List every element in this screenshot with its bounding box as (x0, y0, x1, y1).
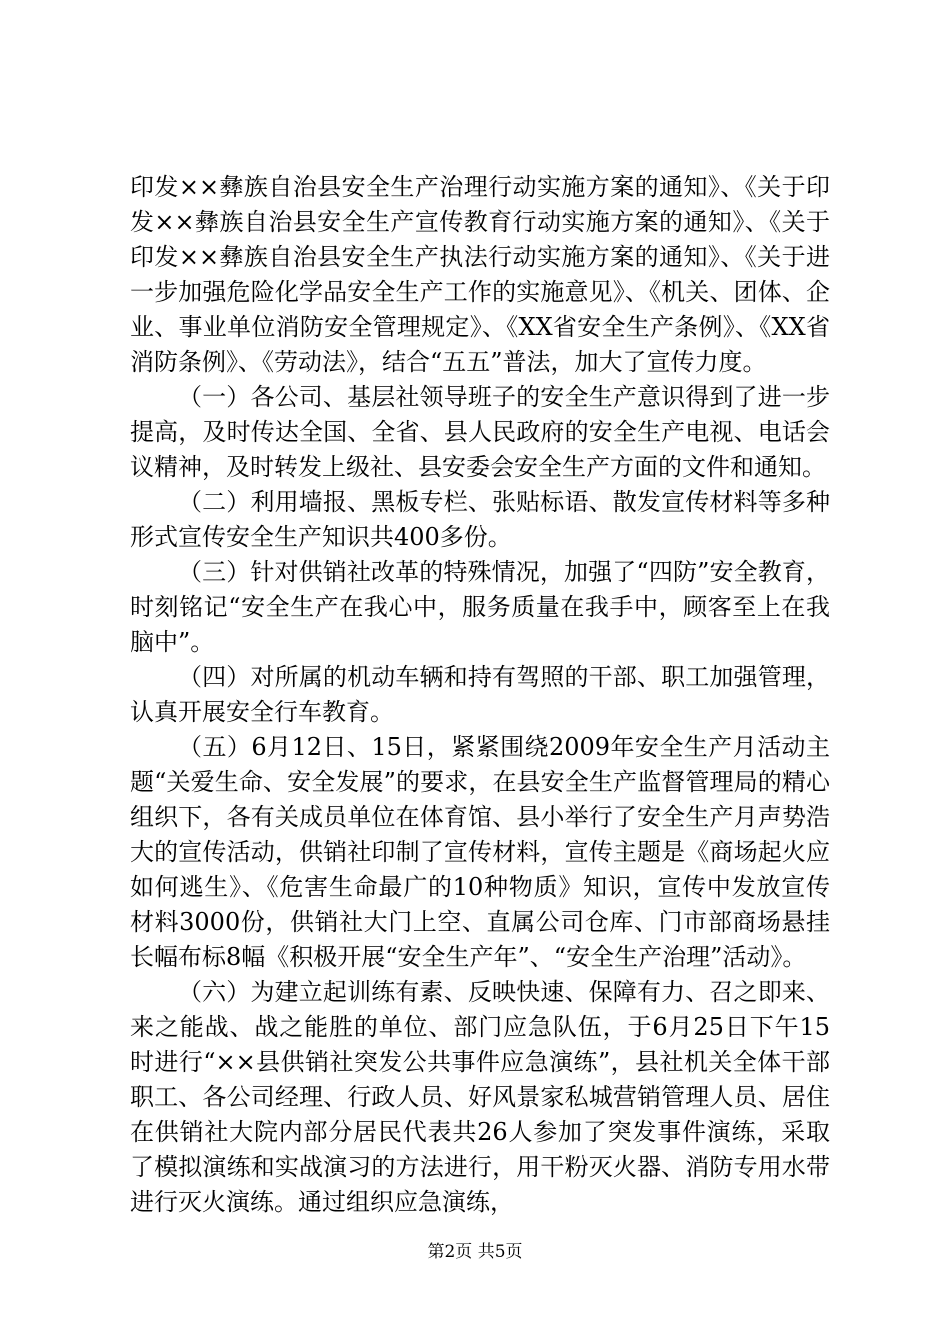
page-footer (0, 1240, 950, 1264)
paragraph-item-5: （五）6月12日、15日，紧紧围绕2009年安全生产月活动主题“关爱生命、安全发展”的要求，在县安全生产监督管理局的精心组织下，各有关成员单位在体育馆、县小举行了安全生产月声势浩大的宣传活动，供销社印制了宣传材料，宣传主题是《商场起火应如何逃生》、《危害生命最广的10种物质》知识，宣传中发放宣传材料3000份，供销社大门上空、直属公司仓库、门市部商场悬挂长幅布标8幅《积极开展“安全生产年”、“安全生产治理”活动》。 (130, 733, 830, 971)
paragraph-item-1: （一）各公司、基层社领导班子的安全生产意识得到了进一步提高，及时传达全国、全省、县人民政府的安全生产电视、电话会议精神，及时转发上级社、县安委会安全生产方面的文件和通知。 (130, 383, 830, 481)
page-number: 第2页 共5页 (427, 1242, 523, 1262)
paragraph-item-2: （二）利用墙报、黑板专栏、张贴标语、散发宣传材料等多种形式宣传安全生产知识共400多份。 (130, 488, 830, 551)
paragraph-item-3: （三）针对供销社改革的特殊情况，加强了“四防”安全教育，时刻铭记“安全生产在我心中，服务质量在我手中，顾客至上在我脑中”。 (130, 558, 830, 656)
document-body (130, 170, 830, 1220)
paragraph-item-6: （六）为建立起训练有素、反映快速、保障有力、召之即来、来之能战、战之能胜的单位、部门应急队伍，于6月25日下午15时进行“××县供销社突发公共事件应急演练”，县社机关全体干部职工、各公司经理、行政人员、好风景家私城营销管理人员、居住在供销社大院内部分居民代表共26人参加了突发事件演练，采取了模拟演练和实战演习的方法进行，用干粉灭火器、消防专用水带进行灭火演练。通过组织应急演练， (130, 978, 830, 1216)
paragraph-continuation: 印发××彝族自治县安全生产治理行动实施方案的通知》、《关于印发××彝族自治县安全生产宣传教育行动实施方案的通知》、《关于印发××彝族自治县安全生产执法行动实施方案的通知》、《关于进一步加强危险化学品安全生产工作的实施意见》、《机关、团体、企业、事业单位消防安全管理规定》、《XX省安全生产条例》、《XX省消防条例》、《劳动法》，结合“五五”普法，加大了宣传力度。 (130, 173, 830, 376)
paragraph-item-4: （四）对所属的机动车辆和持有驾照的干部、职工加强管理，认真开展安全行车教育。 (130, 663, 830, 726)
